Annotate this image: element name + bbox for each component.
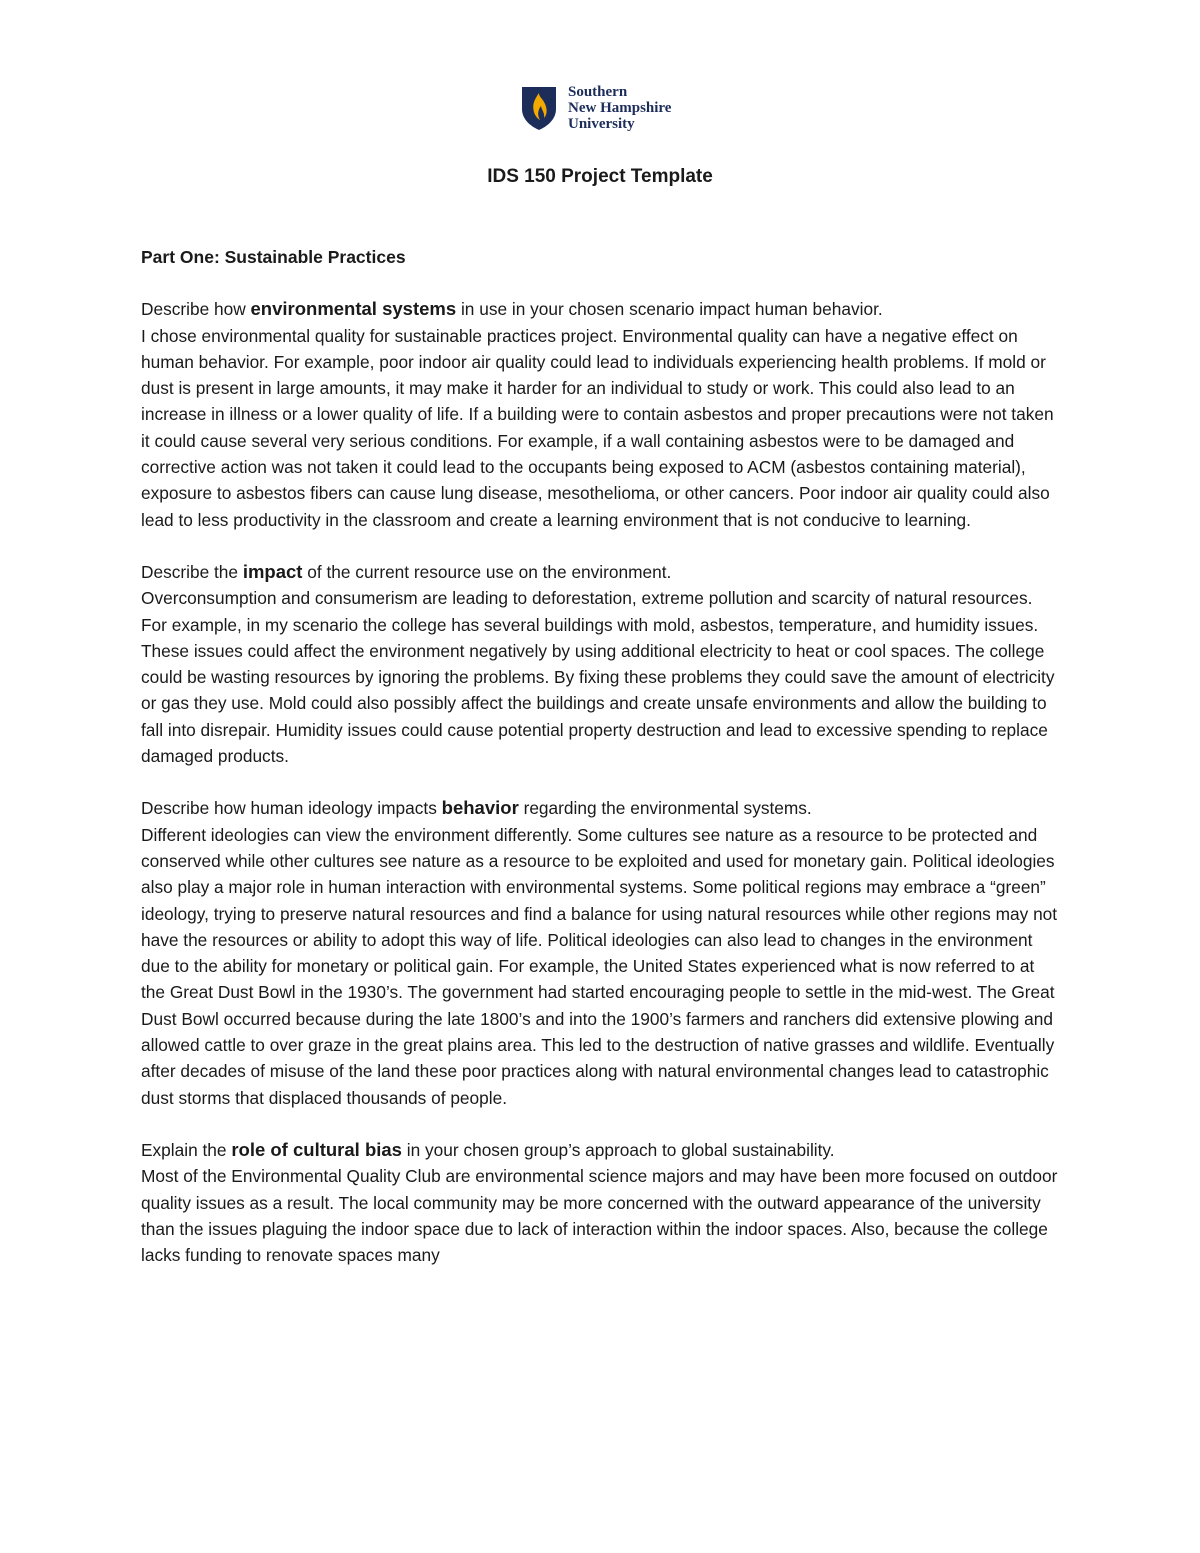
question-prompt — [141, 795, 1061, 821]
question-prompt — [141, 559, 1061, 585]
logo-wordmark — [568, 84, 671, 132]
section-behavior — [141, 795, 1061, 1111]
question-prompt — [141, 1137, 1061, 1163]
document-title: IDS 150 Project Template — [487, 166, 713, 187]
university-logo — [520, 84, 671, 132]
question-keyword: impact — [242, 560, 303, 582]
part-heading: Part One: Sustainable Practices — [141, 247, 406, 267]
logo-line-1: Southern — [568, 84, 628, 100]
question-suffix: regarding the environmental systems. — [518, 798, 812, 819]
section-cultural-bias — [141, 1137, 1061, 1268]
answer-text: Most of the Environmental Quality Club are environmental science majors and may have been more focused on outdoor quality issues as a result. The local community may be more concerned with the outward appearance of the university than the issues plaguing the indoor space due to lack of interaction within the indoor spaces. Also, because the college lacks funding to renovate spaces many — [141, 1166, 1058, 1266]
section-environmental-systems — [141, 296, 1061, 533]
answer-text: Different ideologies can view the environment differently. Some cultures see nature as a resource to be protected and conserved while other cultures see nature as a resource to be exploited and used for monetary gain. Political ideologies also play a major role in human interaction with environmental systems. Some political regions may embrace a “green” ideology, trying to preserve natural resources and find a balance for using natural resources while other regions may not have the resources or ability to adopt this way of life. Political ideologies can also lead to changes in the environment due to the ability for monetary or political gain. For example, the United States experienced what is now referred to at the Great Dust Bowl in the 1930’s. The government had started encouraging people to settle in the mid-west. The Great Dust Bowl occurred because during the late 1800’s and into the 1900’s farmers and ranchers did extensive plowing and allowed cattle to over graze in the great plains area. This led to the destruction of native grasses and wildlife. Eventually after decades of misuse of the land these poor practices along with natural environmental changes lead to catastrophic dust storms that displaced thousands of people. — [141, 824, 1058, 1108]
question-keyword: role of cultural bias — [231, 1138, 402, 1160]
question-suffix: of the current resource use on the environment. — [302, 561, 672, 582]
answer-text: Overconsumption and consumerism are leading to deforestation, extreme pollution and scarcity of natural resources. For example, in my scenario the college has several buildings with mold, asbestos, temperature, and humidity issues. These issues could affect the environment negatively by using additional electricity to heat or cool spaces. The college could be wasting resources by ignoring the problems. By fixing these problems they could save the amount of electricity or gas they use. Mold could also possibly affect the buildings and create unsafe environments and allow the building to fall into disrepair. Humidity issues could cause potential property destruction and lead to excessive spending to replace damaged products. — [141, 588, 1055, 767]
answer-text: I chose environmental quality for sustainable practices project. Environmental quality can have a negative effect on human behavior. For example, poor indoor air quality could lead to individuals experiencing health problems. If mold or dust is present in large amounts, it may make it harder for an individual to study or work. This could also lead to an increase in illness or a lower quality of life. If a building were to contain asbestos and proper precautions were not taken it could cause several very serious conditions. For example, if a wall containing asbestos were to be damaged and corrective action was not taken it could lead to the occupants being exposed to ACM (asbestos containing material), exposure to asbestos fibers can cause lung disease, mesothelioma, or other cancers. Poor indoor air quality could also lead to less productivity in the classroom and create a learning environment that is not conducive to learning. — [141, 325, 1054, 530]
shield-flame-icon — [520, 85, 558, 131]
document-body — [141, 244, 1061, 1294]
question-prefix: Explain the — [141, 1139, 232, 1160]
question-prompt — [141, 296, 1061, 322]
question-keyword: behavior — [441, 797, 519, 819]
question-prefix: Describe the — [141, 561, 243, 582]
question-prefix: Describe how human ideology impacts — [141, 798, 442, 819]
question-suffix: in your chosen group’s approach to global sustainability. — [401, 1139, 835, 1160]
logo-line-3: University — [568, 116, 635, 132]
logo-line-2: New Hampshire — [568, 100, 672, 116]
question-keyword: environmental systems — [250, 298, 457, 320]
question-suffix: in use in your chosen scenario impact human behavior. — [456, 299, 883, 320]
section-impact — [141, 559, 1061, 769]
question-prefix: Describe how — [141, 299, 251, 320]
